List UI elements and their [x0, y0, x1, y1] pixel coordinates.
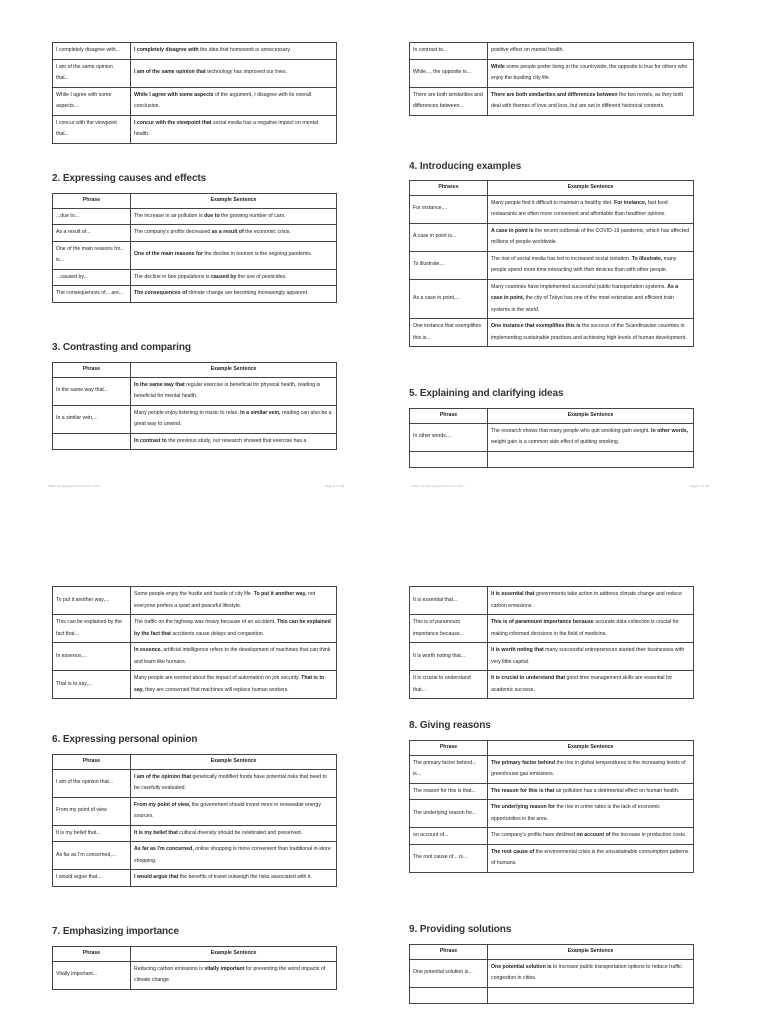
table-row	[410, 987, 694, 1003]
example-bold-text: The primary factor behind	[491, 759, 555, 766]
table-row	[410, 828, 694, 845]
example-post-text: the use of pesticides.	[236, 273, 287, 280]
example-bold-text: I concur with the viewpoint that	[134, 119, 212, 126]
table-row	[53, 115, 337, 143]
phrase-cell: It is crucial to understand that...	[410, 671, 488, 699]
phrase-cell: For instance,...	[410, 195, 488, 223]
example-pre-text: The decline in bee populations is	[134, 273, 211, 280]
example-post-text: regular exercise is beneficial for physical health, reading is beneficial for mental health.	[134, 381, 321, 399]
example-bold-text: For instance,	[614, 199, 647, 206]
example-cell	[131, 643, 337, 671]
footer-right-1: Page 2 of 38	[325, 484, 344, 488]
example-cell	[488, 319, 694, 347]
table-header-row	[53, 947, 337, 962]
example-cell	[131, 286, 337, 303]
example-pre-text: Many people are worried about the impact of automation on job security.	[134, 675, 302, 681]
example-bold-text: In other words,	[651, 427, 689, 434]
br-sec8-table-wrap	[409, 740, 694, 873]
example-post-text: the economic crisis.	[243, 229, 291, 235]
section-title: 5. Explaining and clarifying ideas	[409, 388, 564, 399]
example-cell	[131, 43, 337, 60]
column-header-phrase: Phrase	[53, 194, 131, 209]
example-bold-text: It is worth noting that	[491, 647, 544, 653]
phrase-cell: To illustrate,...	[410, 251, 488, 279]
phrase-cell: There are both similarities and differences between...	[410, 87, 488, 115]
phrase-cell: As a result of...	[53, 225, 131, 242]
example-pre-text: The increase in air pollution is	[134, 212, 205, 219]
phrase-cell: The underlying reason for...	[410, 800, 488, 828]
page-bottom-left	[0, 584, 384, 1024]
example-post-text: the environmental crisis is the unsustainable consumption patterns of humans.	[491, 848, 689, 866]
example-pre-text: The research shows that many people who quit smoking gain weight.	[491, 427, 652, 434]
tl-sec2-table-wrap	[52, 193, 337, 303]
column-header-phrase: Phrase	[410, 945, 488, 960]
table-row	[53, 643, 337, 671]
phrase-cell: In contrast to...	[410, 43, 488, 60]
tr-cont-table-wrap	[409, 42, 694, 116]
example-pre-text: The traffic on the highway was heavy because of an accident.	[134, 619, 277, 625]
table-row	[53, 286, 337, 303]
example-cell	[488, 959, 694, 987]
example-post-text: many successful entrepreneurs started their businesses with very little capital.	[491, 647, 685, 665]
section-title: 7. Emphasizing importance	[52, 926, 179, 937]
example-post-text: they are concerned that machines will replace human workers.	[143, 686, 289, 693]
table-header-row	[53, 194, 337, 209]
example-cell	[488, 755, 694, 783]
table	[409, 740, 694, 873]
example-bold-text: While I agree with some aspects	[134, 91, 214, 98]
table-row	[410, 279, 694, 319]
example-bold-text: I would argue that	[134, 874, 179, 880]
phrase-cell: I concur with the viewpoint that...	[53, 115, 131, 143]
example-cell	[131, 825, 337, 842]
table-header-row	[410, 409, 694, 424]
table-row	[53, 842, 337, 870]
example-cell	[131, 115, 337, 143]
table-row	[53, 825, 337, 842]
table-row	[53, 269, 337, 286]
tl-sec3-table-wrap	[52, 362, 337, 450]
page-gap	[0, 470, 768, 584]
example-bold-text: as a result of	[211, 229, 244, 235]
example-cell	[488, 615, 694, 643]
table	[409, 408, 694, 468]
example-pre-text: Reducing carbon emissions is	[134, 965, 205, 972]
example-bold-text: In contrast to	[134, 437, 167, 444]
table	[409, 944, 694, 1004]
example-cell	[488, 223, 694, 251]
table-row	[410, 251, 694, 279]
example-cell	[488, 844, 694, 872]
example-cell	[488, 671, 694, 699]
example-post-text: weight gain is a common side effect of quitting smoking.	[491, 439, 620, 445]
example-post-text: fast food restaurants are often more convenient and affordable than healthier options.	[491, 199, 668, 217]
example-post-text: reading can also be a great way to unwind.	[134, 409, 332, 427]
example-cell	[131, 797, 337, 825]
section-title: 6. Expressing personal opinion	[52, 734, 198, 745]
table-row	[410, 59, 694, 87]
table-row	[410, 423, 694, 451]
footer-left-1: https://englishgrammarhere.com/...	[48, 484, 102, 488]
example-cell	[131, 769, 337, 797]
page-top-right	[384, 40, 768, 470]
example-bold-text: The underlying reason for	[491, 804, 555, 810]
section-title: 4. Introducing examples	[409, 161, 522, 172]
example-post-text: the idea that homework is unnecessary.	[198, 47, 292, 53]
example-post-text: some people prefer living in the countryside, the opposite is true for others who enjoy the bustling city life.	[491, 63, 688, 81]
table-row	[410, 223, 694, 251]
example-cell	[488, 195, 694, 223]
phrase-cell: In other words,...	[410, 423, 488, 451]
bl-sec7-table-wrap	[52, 946, 337, 990]
table-header-row	[53, 363, 337, 378]
phrase-cell: A case in point is...	[410, 223, 488, 251]
column-header-example: Example Sentence	[488, 181, 694, 196]
example-cell	[131, 671, 337, 699]
column-header-example: Example Sentence	[131, 947, 337, 962]
table-row	[53, 587, 337, 615]
phrase-cell: The reason for this is that...	[410, 783, 488, 800]
table-row	[53, 241, 337, 269]
phrase-cell: The primary factor behind... is...	[410, 755, 488, 783]
example-bold-text: A case in point is	[491, 227, 534, 234]
example-bold-text: There are both similarities and differences between	[491, 91, 618, 98]
table-row	[410, 319, 694, 347]
example-bold-text: due to	[204, 212, 220, 219]
table	[52, 946, 337, 990]
example-post-text: many people spend more time interacting with their devices than with other people.	[491, 255, 677, 273]
example-bold-text: The reason for this is that	[491, 787, 555, 794]
table-row	[53, 615, 337, 643]
example-pre-text: Many people find it difficult to maintain a healthy diet.	[491, 199, 615, 206]
phrase-cell: One instance that exemplifies this is...	[410, 319, 488, 347]
phrase-cell: I would argue that...	[53, 870, 131, 887]
example-bold-text: While	[491, 63, 505, 70]
page-top-left	[0, 40, 384, 470]
example-cell	[488, 451, 694, 467]
table-row	[53, 870, 337, 887]
table-row	[410, 43, 694, 60]
example-pre-text: Some people enjoy the hustle and bustle of city life.	[134, 591, 254, 597]
table-row	[410, 755, 694, 783]
example-pre-text: The rise of social media has led to increased social isolation.	[491, 255, 632, 262]
phrase-cell: It is essential that...	[410, 587, 488, 615]
example-bold-text: I am of the same opinion that	[134, 69, 206, 76]
table	[52, 362, 337, 450]
example-post-text: the recent outbreak of the COVID-19 pandemic, which has affected millions of people worldwide.	[491, 227, 690, 245]
example-cell	[488, 643, 694, 671]
table	[52, 586, 337, 699]
example-post-text: positive effect on mental health.	[491, 47, 564, 53]
phrase-cell: I am of the opinion that...	[53, 769, 131, 797]
table-row	[53, 87, 337, 115]
table-row	[410, 587, 694, 615]
example-post-text: to increase public transportation options to reduce traffic congestion in cities.	[491, 963, 682, 981]
example-bold-text: As a case in point,	[491, 283, 679, 301]
example-bold-text: It is my belief that	[134, 829, 178, 836]
example-cell	[131, 405, 337, 433]
example-bold-text: One instance that exemplifies this is	[491, 323, 581, 329]
phrase-cell: In a similar vein,...	[53, 405, 131, 433]
example-bold-text: One potential solution is	[491, 963, 552, 970]
example-post-text: governments take action to address climate change and reduce carbon emissions.	[491, 591, 682, 609]
example-bold-text: I am of the opinion that	[134, 773, 192, 780]
table-row	[53, 59, 337, 87]
table-header-row	[410, 945, 694, 960]
phrase-cell: While I agree with some aspects...	[53, 87, 131, 115]
example-cell	[131, 961, 337, 989]
example-post-text: technology has improved our lives.	[205, 69, 288, 76]
example-post-text: the benefits of travel outweigh the risks associated with it.	[178, 874, 312, 880]
example-post-text: good time management skills are essential for academic success.	[491, 675, 673, 693]
example-bold-text: That is to say,	[134, 675, 325, 693]
example-post-text: the city of Tokyo has one of the most extensive and efficient train systems in the world.	[491, 295, 674, 313]
example-bold-text: From my point of view,	[134, 801, 191, 808]
table-row	[410, 643, 694, 671]
example-cell	[131, 433, 337, 450]
table-row	[410, 615, 694, 643]
page-bottom-right	[384, 584, 768, 1024]
column-header-phrase: Phrase	[53, 947, 131, 962]
table-row	[53, 405, 337, 433]
example-cell	[488, 279, 694, 319]
example-post-text: climate change are becoming increasingly apparent.	[187, 290, 309, 296]
example-cell	[131, 377, 337, 405]
phrase-cell: Vitally important...	[53, 961, 131, 989]
phrase-cell: I am of the same opinion that...	[53, 59, 131, 87]
column-header-example: Example Sentence	[131, 194, 337, 209]
table-header-row	[53, 755, 337, 770]
footer-right-2: Page 2 of 38	[690, 484, 709, 488]
example-cell	[488, 43, 694, 60]
table-row	[410, 451, 694, 467]
tl-cont-table-wrap	[52, 42, 337, 144]
phrase-cell: on account of...	[410, 828, 488, 845]
phrase-cell: While..., the opposite is...	[410, 59, 488, 87]
column-header-example: Example Sentence	[131, 363, 337, 378]
example-bold-text: caused by	[211, 273, 237, 280]
example-bold-text: vitally important	[204, 965, 245, 972]
example-cell	[488, 987, 694, 1003]
example-cell	[131, 842, 337, 870]
table-row	[410, 671, 694, 699]
example-cell	[131, 87, 337, 115]
example-bold-text: As far as I'm concerned,	[134, 846, 194, 852]
section-title: 2. Expressing causes and effects	[52, 173, 207, 184]
column-header-example: Example Sentence	[488, 741, 694, 756]
table-row	[53, 43, 337, 60]
table-row	[53, 433, 337, 450]
table-row	[410, 800, 694, 828]
footer-left-2: https://englishgrammarhere.com/...	[412, 484, 466, 488]
table-row	[53, 769, 337, 797]
example-cell	[488, 59, 694, 87]
tr-sec5-table-wrap	[409, 408, 694, 468]
phrase-cell: That is to say,...	[53, 671, 131, 699]
column-header-phrase: Phrase	[410, 741, 488, 756]
phrase-cell: As a case in point,...	[410, 279, 488, 319]
table-row	[53, 797, 337, 825]
example-bold-text: To illustrate,	[631, 255, 663, 262]
example-pre-text: Many countries have implemented successful public transportation systems.	[491, 283, 668, 290]
example-bold-text: This can be explained by the fact that	[134, 619, 331, 637]
example-bold-text: The consequences of	[134, 290, 188, 296]
example-cell	[131, 59, 337, 87]
example-bold-text: The root cause of	[491, 848, 535, 855]
example-post-text: genetically modified foods have potential risks that need to be carefully evaluated.	[134, 773, 327, 791]
example-bold-text: In essence,	[134, 647, 162, 653]
example-bold-text: To put it another way,	[253, 591, 307, 597]
phrase-cell: From my point of view	[53, 797, 131, 825]
example-bold-text: In a similar vein,	[240, 409, 281, 416]
example-cell	[131, 615, 337, 643]
example-cell	[488, 87, 694, 115]
phrase-cell: I completely disagree with...	[53, 43, 131, 60]
example-cell	[131, 208, 337, 225]
example-bold-text: One of the main reasons for	[134, 251, 203, 258]
example-cell	[131, 225, 337, 242]
example-pre-text: Many people enjoy listening to music to relax.	[134, 409, 241, 416]
example-cell	[131, 587, 337, 615]
example-cell	[488, 423, 694, 451]
br-cont-table-wrap	[409, 586, 694, 699]
example-post-text: the two novels, as they both deal with themes of love and loss, but are set in different historical contexts.	[491, 91, 684, 109]
phrase-cell: The root cause of... is...	[410, 844, 488, 872]
example-pre-text: The company's profits have declined	[491, 832, 577, 838]
column-header-phrase: Phrase	[53, 363, 131, 378]
table	[52, 754, 337, 887]
example-post-text: of the argument, I disagree with its overall conclusion.	[134, 91, 312, 109]
column-header-phrase: Phrase	[410, 409, 488, 424]
example-post-text: accurate data collection is crucial for making informed decisions in the field of medicine.	[491, 619, 679, 637]
example-bold-text: It is essential that	[491, 591, 535, 597]
phrase-cell: As far as I'm concerned,...	[53, 842, 131, 870]
table-row	[53, 208, 337, 225]
example-cell	[131, 269, 337, 286]
example-bold-text: I completely disagree with	[134, 47, 199, 53]
example-post-text: artificial intelligence refers to the development of machines that can think and learn like humans.	[134, 647, 331, 665]
example-post-text: air pollution has a detrimental effect on human health.	[554, 787, 680, 794]
example-bold-text: on account of	[576, 832, 611, 838]
example-post-text: the rise in crime rates is the lack of economic opportunities in the area.	[491, 804, 660, 822]
table	[409, 586, 694, 699]
table-row	[53, 377, 337, 405]
example-post-text: the previous study, our research showed that exercise has a	[166, 437, 307, 444]
phrase-cell: One of the main reasons for... is...	[53, 241, 131, 269]
phrase-cell	[53, 433, 131, 450]
table	[409, 180, 694, 347]
example-bold-text: This is of paramount importance because	[491, 619, 594, 625]
section-title: 3. Contrasting and comparing	[52, 342, 191, 353]
phrase-cell	[410, 451, 488, 467]
section-title: 9. Providing solutions	[409, 924, 512, 935]
phrase-cell: This is of paramount importance because...	[410, 615, 488, 643]
table-row	[410, 783, 694, 800]
example-post-text: for preventing the worst impacts of climate change.	[134, 965, 326, 983]
table-row	[53, 225, 337, 242]
phrase-cell: To put it another way,...	[53, 587, 131, 615]
example-bold-text: In the same way that	[134, 381, 185, 388]
example-post-text: the decline in tourism is the ongoing pandemic.	[202, 251, 313, 258]
example-cell	[488, 587, 694, 615]
example-post-text: cultural diversity should be celebrated and preserved.	[177, 829, 303, 836]
column-header-phrase: Phrases	[410, 181, 488, 196]
example-post-text: online shopping is more convenient than traditional in-store shopping.	[134, 846, 331, 864]
table-row	[410, 87, 694, 115]
phrase-cell: This can be explained by the fact that...	[53, 615, 131, 643]
column-header-phrase: Phrase	[53, 755, 131, 770]
table	[52, 42, 337, 144]
table	[52, 193, 337, 303]
example-pre-text: The company's profits decreased	[134, 229, 212, 235]
example-post-text: the growing number of cars.	[219, 212, 286, 219]
column-header-example: Example Sentence	[488, 409, 694, 424]
table-row	[410, 959, 694, 987]
example-cell	[131, 241, 337, 269]
bl-sec6-table-wrap	[52, 754, 337, 887]
table-row	[53, 961, 337, 989]
column-header-example: Example Sentence	[131, 755, 337, 770]
table-header-row	[410, 741, 694, 756]
phrase-cell: It is my belief that...	[53, 825, 131, 842]
example-bold-text: It is crucial to understand that	[491, 675, 566, 681]
example-post-text: the success of the Scandinavian countries in implementing sustainable practices and achieving high levels of human development.	[491, 323, 687, 341]
phrase-cell	[410, 987, 488, 1003]
table-row	[410, 195, 694, 223]
column-header-example: Example Sentence	[488, 945, 694, 960]
table-row	[410, 844, 694, 872]
section-title: 8. Giving reasons	[409, 720, 491, 731]
table-row	[53, 671, 337, 699]
example-cell	[488, 251, 694, 279]
phrase-cell: It is worth noting that...	[410, 643, 488, 671]
table	[409, 42, 694, 116]
table-header-row	[410, 181, 694, 196]
example-post-text: accidents cause delays and congestion.	[170, 630, 265, 637]
tr-sec4-table-wrap	[409, 180, 694, 347]
phrase-cell: The consequences of... are...	[53, 286, 131, 303]
example-post-text: the government should invest more in renewable energy sources.	[134, 801, 321, 819]
phrase-cell: ...due to...	[53, 208, 131, 225]
example-post-text: the increase in production costs.	[610, 832, 687, 838]
example-post-text: not everyone prefers a quiet and peaceful lifestyle.	[134, 591, 316, 609]
example-cell	[131, 870, 337, 887]
br-sec9-table-wrap	[409, 944, 694, 1004]
phrase-cell: ...caused by...	[53, 269, 131, 286]
phrase-cell: One potential solution is...	[410, 959, 488, 987]
example-cell	[488, 783, 694, 800]
example-cell	[488, 828, 694, 845]
example-cell	[488, 800, 694, 828]
bl-cont-table-wrap	[52, 586, 337, 699]
phrase-cell: In essence,...	[53, 643, 131, 671]
example-post-text: the rise in global temperatures is the increasing levels of greenhouse gas emissions.	[491, 759, 686, 777]
phrase-cell: In the same way that...	[53, 377, 131, 405]
example-post-text: social media has a negative impact on mental health.	[134, 119, 318, 137]
